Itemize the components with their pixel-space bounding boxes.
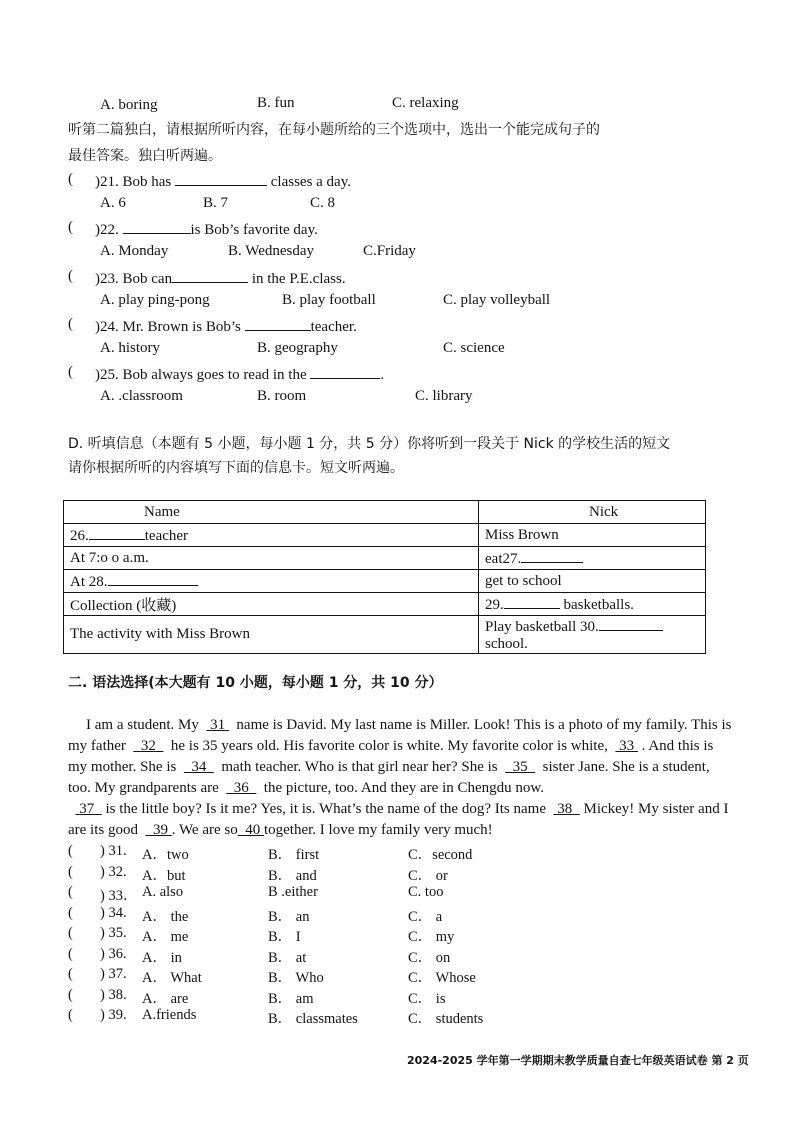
- table-cell: Miss Brown: [479, 524, 706, 547]
- blank-38: 38: [557, 801, 573, 817]
- question-25: )25. Bob always goes to read in the .: [95, 364, 384, 384]
- answer-paren: (: [68, 316, 73, 332]
- option-b: B .either: [268, 884, 318, 900]
- table-row: [64, 547, 706, 570]
- question-number: ) 34.: [100, 905, 127, 921]
- option-b: B． at: [268, 950, 307, 966]
- info-card-table: [63, 500, 706, 654]
- blank-32: 32: [140, 738, 156, 754]
- table-row: [64, 524, 706, 547]
- option-a: A. also: [142, 884, 184, 900]
- answer-paren: (: [68, 364, 73, 380]
- option-c: C. too: [408, 884, 444, 900]
- table-row: [64, 570, 706, 593]
- section-title: 二. 语法选择(本大题有 10 小题，每小题 1 分，共 10 分）: [68, 675, 443, 691]
- answer-paren: (: [68, 843, 73, 859]
- answer-paren: (: [68, 864, 73, 880]
- table-cell: Play basketball 30. school.: [479, 616, 706, 654]
- option-a: A. boring: [100, 97, 158, 113]
- blank-35: 35: [512, 759, 528, 775]
- blank-37: 37: [79, 801, 95, 817]
- option-b: B. Wednesday: [228, 243, 315, 259]
- option-b: B． and: [268, 868, 317, 884]
- option-a: A． the: [142, 909, 189, 925]
- answer-paren: (: [68, 884, 73, 900]
- question-number: ) 37.: [100, 966, 127, 982]
- option-a: A． are: [142, 991, 189, 1007]
- blank-34: 34: [191, 759, 207, 775]
- section-instruction: 最佳答案。独白听两遍。: [68, 148, 222, 164]
- option-c: C． or: [408, 868, 448, 884]
- table-cell: At 7:o o a.m.: [64, 547, 479, 570]
- option-b: B. fun: [257, 95, 295, 111]
- option-c: C． is: [408, 991, 446, 1007]
- question-number: ) 33．: [100, 888, 138, 904]
- option-a: A. .classroom: [100, 388, 183, 404]
- blank-36: 36: [233, 780, 249, 796]
- option-a: A. play ping-pong: [100, 292, 210, 308]
- question-number: ) 32.: [100, 864, 127, 880]
- answer-paren: (: [68, 905, 73, 921]
- table-cell: The activity with Miss Brown: [64, 616, 479, 654]
- option-c: C. play volleyball: [443, 292, 551, 308]
- blank-39: 39: [152, 822, 168, 838]
- option-a: A. history: [100, 340, 160, 356]
- option-b: B． first: [268, 847, 320, 863]
- option-a: A. 6: [100, 195, 126, 211]
- answer-paren: (: [68, 171, 73, 187]
- option-c: C. relaxing: [392, 95, 459, 111]
- table-header: Name: [64, 501, 479, 524]
- table-header: Nick: [479, 501, 706, 524]
- option-c: C． my: [408, 929, 455, 945]
- section-d-instruction: 请你根据所听的内容填写下面的信息卡。短文听两遍。: [68, 460, 404, 476]
- page-footer: 2024-2025 学年第一学期期末教学质量自查七年级英语试卷 第 2 页: [407, 1054, 749, 1067]
- cloze-passage: I am a student. My 31 name is David. My last name is Miller. Look! This is a photo of my family. This is my father 32 he is 35 years old. His favorite color is white. My favorite color is white, 33 . And this is my mother. She is 34 math teacher. Who is that girl near her? She is 35 sister Jane. She is a student, too. My grandparents are 36 the picture, too. And they are in Chengdu now. 37 is the little boy? Is it me? Yes, it is. What’s the name of the dog? Its name 38 Mickey! My sister and I are its good 39 . We are so 40 together. I love my family very much!: [68, 717, 732, 838]
- answer-paren: (: [68, 946, 73, 962]
- option-c: C． on: [408, 950, 451, 966]
- question-22: )22. is Bob’s favorite day.: [95, 219, 318, 239]
- question-number: ) 39.: [100, 1007, 127, 1023]
- question-21: )21. Bob has classes a day.: [95, 171, 351, 191]
- option-b: B. play football: [282, 292, 376, 308]
- table-cell: get to school: [479, 570, 706, 593]
- table-cell: eat27.: [479, 547, 706, 570]
- table-row: [64, 593, 706, 616]
- option-a: A．but: [142, 868, 186, 884]
- option-a: A．two: [142, 847, 189, 863]
- table-row: [64, 501, 706, 524]
- answer-paren: (: [68, 966, 73, 982]
- option-c: C. library: [415, 388, 473, 404]
- option-b: B． I: [268, 929, 301, 945]
- answer-paren: (: [68, 1007, 73, 1023]
- option-c: C. science: [443, 340, 505, 356]
- table-cell: Collection (收藏): [64, 593, 479, 616]
- table-cell: 26. teacher: [64, 524, 479, 547]
- option-c: C. 8: [310, 195, 336, 211]
- option-a: A.friends: [142, 1007, 197, 1023]
- section-instruction: 听第二篇独白，请根据所听内容，在每小题所给的三个选项中，选出一个能完成句子的: [68, 122, 600, 138]
- option-c: C． Whose: [408, 970, 476, 986]
- option-b: B. room: [257, 388, 307, 404]
- table-cell: 29. basketballs.: [479, 593, 706, 616]
- option-a: A. Monday: [100, 243, 169, 259]
- blank-33: 33: [619, 738, 635, 754]
- question-number: ) 36.: [100, 946, 127, 962]
- option-b: B． Who: [268, 970, 324, 986]
- option-a: A． in: [142, 950, 182, 966]
- question-number: ) 35.: [100, 925, 127, 941]
- answer-paren: (: [68, 268, 73, 284]
- option-b: B. 7: [203, 195, 229, 211]
- option-a: A． me: [142, 929, 189, 945]
- option-a: A． What: [142, 970, 202, 986]
- table-cell: At 28.: [64, 570, 479, 593]
- question-24: )24. Mr. Brown is Bob’s teacher.: [95, 316, 357, 336]
- option-b: B． am: [268, 991, 314, 1007]
- blank-31: 31: [210, 717, 226, 733]
- option-c: C．second: [408, 847, 473, 863]
- option-c: C． a: [408, 909, 443, 925]
- question-23: )23. Bob can in the P.E.class.: [95, 268, 346, 288]
- question-number: ) 38.: [100, 987, 127, 1003]
- option-b: B. geography: [257, 340, 338, 356]
- option-c: C.Friday: [363, 243, 416, 259]
- blank-40: 40: [245, 822, 261, 838]
- section-d-instruction: D. 听填信息（本题有 5 小题，每小题 1 分，共 5 分）你将听到一段关于 Nick 的学校生活的短文: [68, 436, 671, 452]
- answer-paren: (: [68, 925, 73, 941]
- answer-paren: (: [68, 987, 73, 1003]
- question-number: ) 31.: [100, 843, 127, 859]
- answer-paren: (: [68, 219, 73, 235]
- option-b: B． classmates: [268, 1011, 358, 1027]
- option-b: B． an: [268, 909, 310, 925]
- table-row: [64, 616, 706, 654]
- option-c: C． students: [408, 1011, 484, 1027]
